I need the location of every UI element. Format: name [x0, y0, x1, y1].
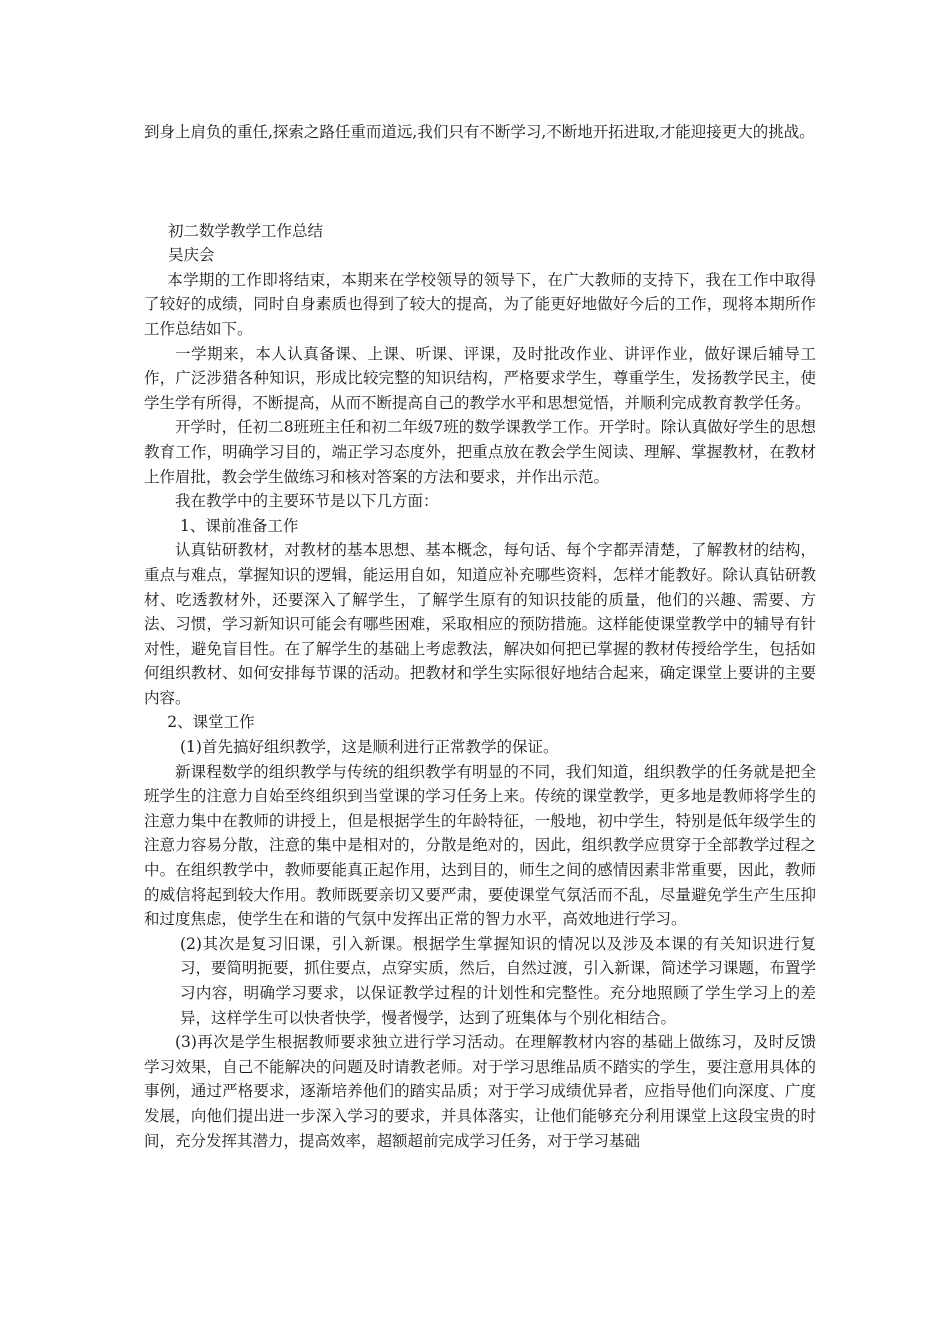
section-gap — [144, 145, 816, 219]
paragraph-assignment: 开学时，任初二8班班主任和初二年级7班的数学课教学工作。开学时。除认真做好学生的思想教育工作，明确学习目的，端正学习态度外，把重点放在教会学生阅读、理解、掌握教材，在教材上作眉批，教会学生做练习和核对答案的方法和要求，并作出示范。 — [144, 418, 816, 486]
paragraph-organization: 新课程数学的组织教学与传统的组织教学有明显的不同，我们知道，组织教学的任务就是把全班学生的注意力自始至终组织到当堂课的学习任务上来。传统的课堂教学，更多地是教师将学生的注意力集中在教师的讲授上，但是根据学生的年龄特征，一般地，初中学生，特别是低年级学生的注意力容易分散，注意的集中是相对的，分散是绝对的，因此，组织教学应贯穿于全部教学过程之中。在组织教学中，教师要能真正起作用，达到目的，师生之间的感情因素非常重要，因此，教师的威信将起到较大作用。教师既要亲切又要严肃，要使课堂气氛活而不乱，尽量避免学生产生压抑和过度焦虑，使学生在和谐的气氛中发挥出正常的智力水平，高效地进行学习。 — [144, 762, 816, 929]
paragraph-overview: 一学期来，本人认真备课、上课、听课、评课，及时批改作业、讲评作业，做好课后辅导工作，广泛涉猎各种知识，形成比较完整的知识结构，严格要求学生，尊重学生，发扬教学民主，使学生学有所得，不断提高，从而不断提高自己的教学水平和思想觉悟，并顺利完成教育教学任务。 — [144, 344, 816, 412]
continuation-paragraph: 到身上肩负的重任,探索之路任重而道远,我们只有不断学习,不断地开拓进取,才能迎接更大的挑战。 — [144, 123, 815, 141]
section-heading-preparation: 1、课前准备工作 — [180, 516, 299, 535]
document-body — [144, 120, 816, 1153]
paragraph-intro: 本学期的工作即将结束，本期来在学校领导的领导下，在广大教师的支持下，我在工作中取得了较好的成绩，同时自身素质也得到了较大的提高，为了能更好地做好今后的工作，现将本期所作工作总结如下。 — [144, 270, 816, 338]
subsection-organization: (1)首先搞好组织教学，这是顺利进行正常教学的保证。 — [180, 738, 559, 757]
paragraph-main-points: 我在教学中的主要环节是以下几方面： — [175, 492, 439, 511]
paragraph-review: (2)其次是复习旧课，引入新课。根据学生掌握知识的情况以及涉及本课的有关知识进行复习，要简明扼要，抓住要点，点穿实质，然后，自然过渡，引入新课，简述学习课题，布置学习内容，明确学习要求，以保证教学过程的计划性和完整性。充分地照顾了学生学习上的差异，这样学生可以快者快学，慢者慢学，达到了班集体与个别化相结合。 — [180, 934, 816, 1027]
section-heading-classroom: 2、课堂工作 — [167, 713, 255, 732]
document-author: 吴庆会 — [168, 246, 215, 265]
paragraph-independent-study: (3)再次是学生根据教师要求独立进行学习活动。在理解教材内容的基础上做练习，及时反馈学习效果，自己不能解决的问题及时请教老师。对于学习思维品质不踏实的学生，要注意用具体的事例，通过严格要求，逐渐培养他们的踏实品质；对于学习成绩优异者，应指导他们向深度、广度发展，向他们提出进一步深入学习的要求，并具体落实，让他们能够充分利用课堂上这段宝贵的时间，充分发挥其潜力，提高效率，超额超前完成学习任务，对于学习基础 — [144, 1033, 816, 1150]
document-title: 初二数学教学工作总结 — [168, 221, 324, 240]
paragraph-preparation: 认真钻研教材，对教材的基本思想、基本概念，每句话、每个字都弄清楚，了解教材的结构，重点与难点，掌握知识的逻辑，能运用自如，知道应补充哪些资料，怎样才能教好。除认真钻研教材、吃透教材外，还要深入了解学生，了解学生原有的知识技能的质量，他们的兴趣、需要、方法、习惯，学习新知识可能会有哪些困难，采取相应的预防措施。这样能使课堂教学中的辅导有针对性，避免盲目性。在了解学生的基础上考虑教法，解决如何把已掌握的教材传授给学生，包括如何组织教材、如何安排每节课的活动。把教材和学生实际很好地结合起来，确定课堂上要讲的主要内容。 — [144, 541, 816, 707]
